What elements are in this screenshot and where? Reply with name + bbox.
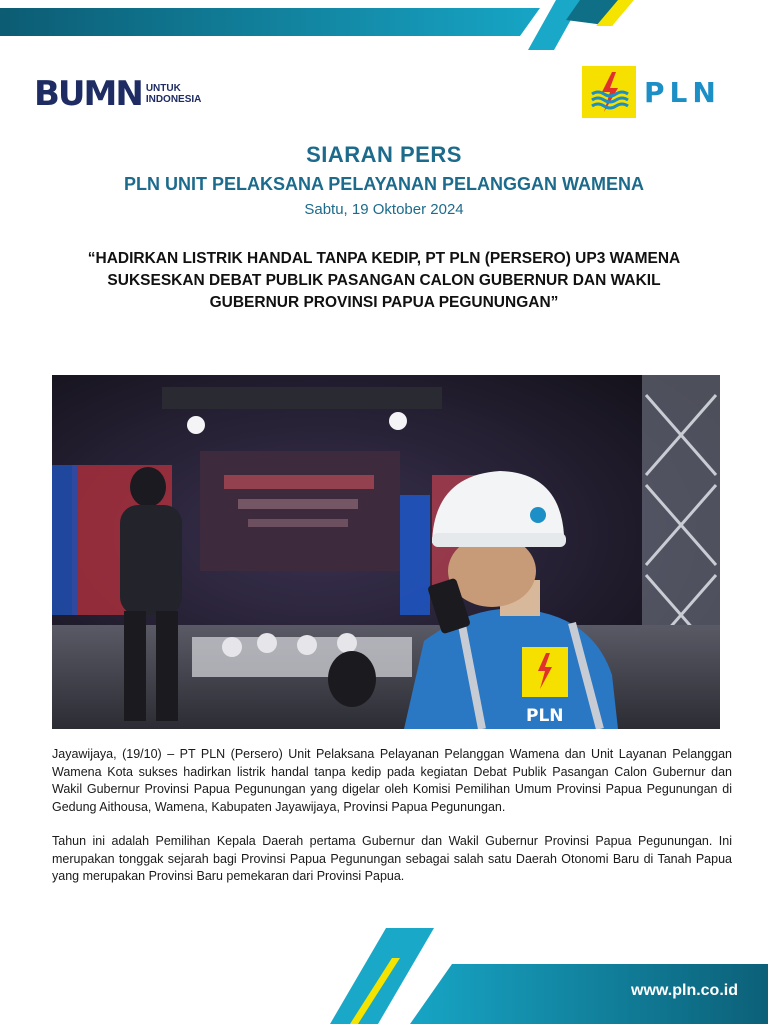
event-photo xyxy=(52,375,720,729)
website-link[interactable]: www.pln.co.id xyxy=(631,982,738,999)
headline xyxy=(40,248,728,314)
title-block xyxy=(0,142,768,218)
headline-line-1: “HADIRKAN LISTRIK HANDAL TANPA KEDIP, PT PLN (PERSERO) UP3 WAMENA xyxy=(87,250,681,267)
unit-name: PLN UNIT PELAKSANA PELAYANAN PELANGGAN WAMENA xyxy=(123,174,645,194)
pln-logo xyxy=(582,66,721,118)
bumn-logo-sub-line1: UNTUK xyxy=(145,83,181,94)
vest-pln-label: PLN xyxy=(526,706,564,726)
headline-line-2: SUKSESKAN DEBAT PUBLIK PASANGAN CALON GUBERNUR DAN WAKIL xyxy=(107,272,661,289)
release-date: Sabtu, 19 Oktober 2024 xyxy=(304,201,464,218)
top-decorative-band xyxy=(0,0,768,50)
pln-logo-word: PLN xyxy=(644,75,721,109)
headline-line-3: GUBERNUR PROVINSI PAPUA PEGUNUNGAN” xyxy=(209,294,559,311)
bumn-logo-mark: BUMN xyxy=(34,74,142,114)
bottom-decorative-band xyxy=(0,928,768,1024)
pln-lightning-icon xyxy=(582,66,636,118)
bumn-logo-subtext xyxy=(146,83,202,105)
page-title: SIARAN PERS xyxy=(306,142,462,167)
paragraph-1: Jayawijaya, (19/10) – PT PLN (Persero) Unit Pelaksana Pelayanan Pelanggan Wamena dan Unit Layanan Pelanggan Wamena Kota sukses hadirkan listrik handal tanpa kedip pada kegiatan Debat Publik Pasangan Calon Gubernur dan Wakil Gubernur Provinsi Papua Pegunungan yang digelar oleh Komisi Pemilihan Umum Provinsi Papua Pegunungan di Gedung Aithousa, Wamena, Kabupaten Jayawijaya, Provinsi Papua Pegunungan. xyxy=(52,747,732,814)
bumn-logo-sub-line2: INDONESIA xyxy=(145,94,202,105)
bumn-logo xyxy=(34,74,201,114)
article-body xyxy=(52,746,732,903)
paragraph-2: Tahun ini adalah Pemilihan Kepala Daerah pertama Gubernur dan Wakil Gubernur Provinsi Papua Pegunungan. Ini merupakan tonggak sejarah bagi Provinsi Papua Pegunungan sebagai salah satu Daerah Otonomi Baru di Tanah Papua yang merupakan Provinsi Baru pemekaran dari Provinsi Papua. xyxy=(52,834,732,883)
